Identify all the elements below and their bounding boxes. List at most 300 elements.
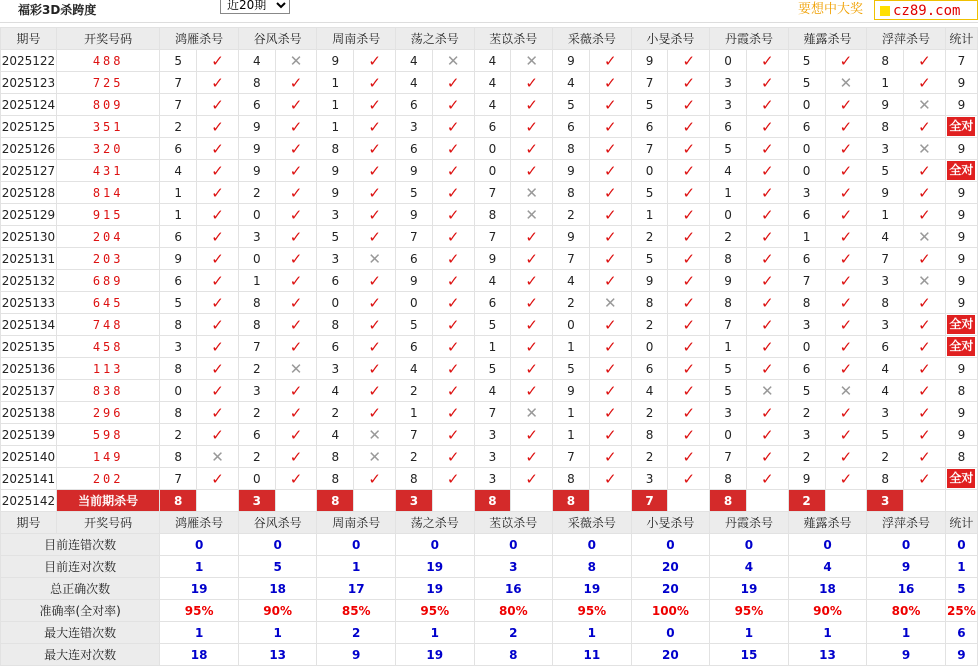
check-icon: ✓	[904, 402, 946, 424]
table-row	[1, 292, 978, 314]
check-icon: ✓	[668, 270, 710, 292]
check-icon: ✓	[904, 468, 946, 490]
kill-value-cell: 4	[474, 72, 511, 94]
current-label-cell: 当前期杀号	[56, 490, 159, 512]
issue-cell: 2025128	[1, 182, 57, 204]
stat-cell: 9	[945, 402, 977, 424]
all-correct-badge: 全对	[947, 337, 975, 356]
kill-span-table	[0, 27, 978, 666]
kill-value-cell: 7	[867, 248, 904, 270]
check-icon: ✓	[904, 314, 946, 336]
check-icon: ✓	[511, 94, 553, 116]
check-icon: ✓	[589, 182, 631, 204]
kill-value-cell: 0	[788, 138, 825, 160]
cross-icon: ✕	[904, 94, 946, 116]
kill-value-cell: 4	[474, 94, 511, 116]
kill-value-cell: 6	[788, 204, 825, 226]
cross-icon: ✕	[904, 270, 946, 292]
summary-label: 总正确次数	[1, 578, 160, 600]
table-row	[1, 226, 978, 248]
check-icon: ✓	[825, 226, 867, 248]
check-icon: ✓	[589, 204, 631, 226]
header-expert-2: 谷风杀号	[238, 512, 317, 534]
check-icon: ✓	[904, 204, 946, 226]
check-icon: ✓	[511, 424, 553, 446]
kill-value-cell: 2	[160, 424, 197, 446]
kill-value-cell: 0	[710, 50, 747, 72]
check-icon: ✓	[825, 160, 867, 182]
kill-value-cell: 1	[395, 402, 432, 424]
check-icon: ✓	[432, 446, 474, 468]
header-expert-1: 鸿雁杀号	[160, 512, 239, 534]
header-expert-10: 浮萍杀号	[867, 512, 946, 534]
summary-value: 95%	[710, 600, 789, 622]
check-icon: ✓	[511, 358, 553, 380]
check-icon: ✓	[354, 402, 396, 424]
kill-value-cell: 0	[474, 138, 511, 160]
check-icon: ✓	[589, 402, 631, 424]
check-icon: ✓	[354, 292, 396, 314]
kill-value-cell: 9	[395, 160, 432, 182]
summary-row	[1, 556, 978, 578]
kill-value-cell: 5	[867, 160, 904, 182]
kill-value-cell: 1	[317, 94, 354, 116]
kill-value-cell: 7	[553, 446, 590, 468]
table-row	[1, 358, 978, 380]
check-icon: ✓	[589, 314, 631, 336]
kill-value-cell: 4	[474, 380, 511, 402]
kill-value-cell: 5	[395, 182, 432, 204]
summary-value: 19	[395, 644, 474, 666]
summary-label: 目前连对次数	[1, 556, 160, 578]
kill-value-cell: 7	[160, 468, 197, 490]
kill-value-cell: 8	[867, 292, 904, 314]
kill-value-cell: 0	[395, 292, 432, 314]
slogan-text: 要想中大奖	[798, 2, 864, 17]
kill-value-cell: 6	[867, 336, 904, 358]
check-icon: ✓	[825, 336, 867, 358]
check-icon: ✓	[197, 358, 239, 380]
current-kill-value-cell: 8	[160, 490, 197, 512]
current-kill-value-cell: 8	[317, 490, 354, 512]
kill-value-cell: 6	[710, 116, 747, 138]
check-icon: ✓	[354, 468, 396, 490]
kill-value-cell: 8	[317, 314, 354, 336]
check-icon: ✓	[432, 160, 474, 182]
check-icon: ✓	[825, 424, 867, 446]
table-row	[1, 468, 978, 490]
summary-stat: 6	[945, 622, 977, 644]
check-icon: ✓	[511, 270, 553, 292]
kill-value-cell: 5	[788, 380, 825, 402]
kill-value-cell: 7	[395, 424, 432, 446]
kill-value-cell: 6	[788, 248, 825, 270]
header-expert-7: 小旻杀号	[631, 512, 710, 534]
check-icon: ✓	[825, 358, 867, 380]
kill-value-cell: 3	[788, 314, 825, 336]
check-icon: ✓	[589, 138, 631, 160]
cross-icon: ✕	[275, 50, 317, 72]
check-icon: ✓	[432, 468, 474, 490]
kill-value-cell: 5	[160, 50, 197, 72]
kill-value-cell: 7	[710, 314, 747, 336]
summary-value: 90%	[788, 600, 867, 622]
page-title: 福彩3D杀跨度	[18, 3, 97, 17]
summary-row	[1, 600, 978, 622]
kill-value-cell: 1	[160, 204, 197, 226]
summary-value: 5	[238, 556, 317, 578]
kill-value-cell: 9	[395, 204, 432, 226]
check-icon: ✓	[197, 160, 239, 182]
cross-icon: ✕	[511, 204, 553, 226]
check-icon: ✓	[432, 72, 474, 94]
check-icon: ✓	[275, 402, 317, 424]
kill-value-cell: 2	[553, 292, 590, 314]
check-icon: ✓	[746, 226, 788, 248]
summary-value: 1	[553, 622, 632, 644]
kill-value-cell: 1	[317, 72, 354, 94]
check-icon: ✓	[511, 116, 553, 138]
kill-value-cell: 4	[160, 160, 197, 182]
check-icon: ✓	[197, 50, 239, 72]
cross-icon: ✕	[825, 380, 867, 402]
kill-value-cell: 5	[553, 358, 590, 380]
kill-value-cell: 0	[631, 336, 668, 358]
check-icon: ✓	[825, 248, 867, 270]
kill-value-cell: 3	[317, 204, 354, 226]
kill-value-cell: 7	[238, 336, 275, 358]
kill-value-cell: 8	[317, 446, 354, 468]
kill-value-cell: 4	[553, 72, 590, 94]
header-expert-4: 荡之杀号	[395, 512, 474, 534]
check-icon: ✓	[589, 446, 631, 468]
summary-label: 最大连错次数	[1, 622, 160, 644]
cross-icon: ✕	[904, 226, 946, 248]
kill-value-cell: 8	[631, 292, 668, 314]
issue-cell: 2025129	[1, 204, 57, 226]
kill-value-cell: 2	[631, 314, 668, 336]
check-icon: ✓	[825, 50, 867, 72]
issue-cell: 2025124	[1, 94, 57, 116]
table-row	[1, 182, 978, 204]
check-icon: ✓	[589, 424, 631, 446]
kill-value-cell: 5	[160, 292, 197, 314]
check-icon: ✓	[904, 380, 946, 402]
summary-value: 9	[867, 556, 946, 578]
kill-value-cell: 6	[160, 138, 197, 160]
kill-value-cell: 5	[710, 380, 747, 402]
header-expert-9: 薤露杀号	[788, 512, 867, 534]
kill-value-cell: 5	[710, 358, 747, 380]
check-icon: ✓	[825, 292, 867, 314]
check-icon: ✓	[511, 226, 553, 248]
draw-number-cell: 689	[56, 270, 159, 292]
check-icon: ✓	[432, 116, 474, 138]
issue-cell: 2025130	[1, 226, 57, 248]
stat-cell	[945, 116, 977, 138]
kill-value-cell: 4	[867, 380, 904, 402]
kill-value-cell: 4	[474, 50, 511, 72]
check-icon: ✓	[904, 446, 946, 468]
check-icon: ✓	[746, 182, 788, 204]
kill-value-cell: 8	[317, 138, 354, 160]
header-expert-9: 薤露杀号	[788, 28, 867, 50]
current-empty-cell	[275, 490, 317, 512]
check-icon: ✓	[432, 94, 474, 116]
check-icon: ✓	[746, 138, 788, 160]
draw-number-cell: 203	[56, 248, 159, 270]
check-icon: ✓	[746, 424, 788, 446]
check-icon: ✓	[904, 424, 946, 446]
kill-value-cell: 4	[238, 50, 275, 72]
summary-value: 18	[160, 644, 239, 666]
table-row	[1, 336, 978, 358]
kill-value-cell: 8	[238, 72, 275, 94]
check-icon: ✓	[589, 336, 631, 358]
kill-value-cell: 1	[553, 336, 590, 358]
table-row	[1, 402, 978, 424]
header-number: 开奖号码	[56, 512, 159, 534]
kill-value-cell: 1	[474, 336, 511, 358]
draw-number-cell: 725	[56, 72, 159, 94]
kill-value-cell: 1	[867, 204, 904, 226]
issue-cell: 2025140	[1, 446, 57, 468]
summary-value: 1	[317, 556, 396, 578]
issue-cell: 2025136	[1, 358, 57, 380]
kill-value-cell: 4	[317, 380, 354, 402]
header-expert-8: 丹霞杀号	[710, 28, 789, 50]
check-icon: ✓	[589, 358, 631, 380]
check-icon: ✓	[668, 204, 710, 226]
check-icon: ✓	[511, 248, 553, 270]
check-icon: ✓	[275, 72, 317, 94]
check-icon: ✓	[825, 204, 867, 226]
kill-value-cell: 8	[631, 424, 668, 446]
check-icon: ✓	[904, 72, 946, 94]
check-icon: ✓	[668, 336, 710, 358]
summary-value: 13	[238, 644, 317, 666]
summary-label: 目前连错次数	[1, 534, 160, 556]
kill-value-cell: 8	[553, 182, 590, 204]
check-icon: ✓	[511, 446, 553, 468]
kill-value-cell: 4	[553, 270, 590, 292]
kill-value-cell: 1	[710, 336, 747, 358]
check-icon: ✓	[511, 468, 553, 490]
kill-value-cell: 7	[160, 94, 197, 116]
check-icon: ✓	[275, 446, 317, 468]
kill-value-cell: 1	[317, 116, 354, 138]
kill-value-cell: 4	[631, 380, 668, 402]
check-icon: ✓	[354, 72, 396, 94]
kill-value-cell: 6	[395, 94, 432, 116]
kill-value-cell: 2	[788, 446, 825, 468]
check-icon: ✓	[668, 50, 710, 72]
kill-value-cell: 6	[395, 248, 432, 270]
all-correct-badge: 全对	[947, 161, 975, 180]
current-empty-cell	[511, 490, 553, 512]
check-icon: ✓	[354, 138, 396, 160]
kill-value-cell: 1	[631, 204, 668, 226]
check-icon: ✓	[668, 226, 710, 248]
summary-value: 100%	[631, 600, 710, 622]
summary-row	[1, 534, 978, 556]
site-logo[interactable]	[874, 0, 978, 20]
kill-value-cell: 3	[867, 270, 904, 292]
table-row	[1, 446, 978, 468]
stat-cell: 9	[945, 72, 977, 94]
check-icon: ✓	[589, 94, 631, 116]
logo-text: cz89.com	[893, 3, 961, 19]
check-icon: ✓	[904, 50, 946, 72]
summary-value: 19	[395, 578, 474, 600]
summary-stat: 9	[945, 644, 977, 666]
draw-number-cell: 645	[56, 292, 159, 314]
stat-cell: 7	[945, 50, 977, 72]
kill-value-cell: 3	[867, 138, 904, 160]
kill-value-cell: 5	[631, 248, 668, 270]
check-icon: ✓	[275, 424, 317, 446]
kill-value-cell: 3	[788, 182, 825, 204]
kill-value-cell: 8	[867, 468, 904, 490]
kill-value-cell: 3	[474, 446, 511, 468]
kill-value-cell: 9	[317, 50, 354, 72]
check-icon: ✓	[197, 204, 239, 226]
check-icon: ✓	[197, 336, 239, 358]
kill-value-cell: 3	[238, 380, 275, 402]
kill-value-cell: 7	[631, 72, 668, 94]
kill-value-cell: 8	[788, 292, 825, 314]
kill-value-cell: 9	[238, 160, 275, 182]
check-icon: ✓	[511, 292, 553, 314]
kill-value-cell: 2	[395, 446, 432, 468]
kill-value-cell: 8	[710, 468, 747, 490]
header-expert-10: 浮萍杀号	[867, 28, 946, 50]
summary-value: 16	[474, 578, 553, 600]
check-icon: ✓	[432, 248, 474, 270]
kill-value-cell: 3	[788, 424, 825, 446]
table-row	[1, 50, 978, 72]
check-icon: ✓	[589, 380, 631, 402]
kill-value-cell: 1	[553, 402, 590, 424]
check-icon: ✓	[668, 358, 710, 380]
header-stat: 统计	[945, 512, 977, 534]
kill-value-cell: 9	[631, 50, 668, 72]
period-select[interactable]	[220, 0, 290, 14]
check-icon: ✓	[354, 94, 396, 116]
issue-cell: 2025133	[1, 292, 57, 314]
cross-icon: ✕	[432, 50, 474, 72]
summary-value: 1	[395, 622, 474, 644]
issue-cell: 2025135	[1, 336, 57, 358]
kill-value-cell: 4	[395, 358, 432, 380]
kill-value-cell: 1	[238, 270, 275, 292]
check-icon: ✓	[746, 468, 788, 490]
issue-cell: 2025141	[1, 468, 57, 490]
current-kill-value-cell: 3	[238, 490, 275, 512]
summary-value: 1	[160, 622, 239, 644]
header-expert-6: 采薇杀号	[553, 512, 632, 534]
kill-value-cell: 2	[553, 204, 590, 226]
kill-value-cell: 0	[788, 336, 825, 358]
kill-value-cell: 2	[160, 116, 197, 138]
cross-icon: ✕	[354, 446, 396, 468]
header-expert-3: 周南杀号	[317, 512, 396, 534]
check-icon: ✓	[197, 380, 239, 402]
summary-label: 最大连对次数	[1, 644, 160, 666]
check-icon: ✓	[354, 160, 396, 182]
check-icon: ✓	[275, 160, 317, 182]
cross-icon: ✕	[511, 402, 553, 424]
summary-value: 95%	[395, 600, 474, 622]
check-icon: ✓	[904, 248, 946, 270]
all-correct-badge: 全对	[947, 117, 975, 136]
check-icon: ✓	[275, 314, 317, 336]
check-icon: ✓	[354, 50, 396, 72]
check-icon: ✓	[354, 182, 396, 204]
issue-cell: 2025132	[1, 270, 57, 292]
summary-value: 0	[631, 622, 710, 644]
summary-value: 19	[160, 578, 239, 600]
check-icon: ✓	[904, 336, 946, 358]
check-icon: ✓	[511, 72, 553, 94]
kill-value-cell: 1	[710, 182, 747, 204]
draw-number-cell: 814	[56, 182, 159, 204]
all-correct-badge: 全对	[947, 315, 975, 334]
summary-value: 0	[317, 534, 396, 556]
check-icon: ✓	[354, 314, 396, 336]
kill-value-cell: 3	[317, 358, 354, 380]
check-icon: ✓	[904, 182, 946, 204]
issue-cell: 2025134	[1, 314, 57, 336]
kill-value-cell: 9	[631, 270, 668, 292]
kill-value-cell: 4	[867, 358, 904, 380]
kill-value-cell: 1	[553, 424, 590, 446]
header-expert-4: 荡之杀号	[395, 28, 474, 50]
kill-value-cell: 5	[553, 94, 590, 116]
summary-value: 13	[788, 644, 867, 666]
check-icon: ✓	[432, 226, 474, 248]
check-icon: ✓	[746, 336, 788, 358]
kill-value-cell: 2	[710, 226, 747, 248]
kill-value-cell: 8	[238, 314, 275, 336]
kill-value-cell: 8	[553, 138, 590, 160]
check-icon: ✓	[432, 380, 474, 402]
summary-value: 3	[474, 556, 553, 578]
check-icon: ✓	[275, 204, 317, 226]
summary-value: 20	[631, 644, 710, 666]
header-expert-7: 小旻杀号	[631, 28, 710, 50]
kill-value-cell: 2	[238, 402, 275, 424]
summary-value: 11	[553, 644, 632, 666]
check-icon: ✓	[746, 270, 788, 292]
stat-cell: 9	[945, 94, 977, 116]
cross-icon: ✕	[354, 248, 396, 270]
draw-number-cell: 202	[56, 468, 159, 490]
check-icon: ✓	[589, 468, 631, 490]
header-expert-1: 鸿雁杀号	[160, 28, 239, 50]
cross-icon: ✕	[511, 182, 553, 204]
kill-value-cell: 7	[553, 248, 590, 270]
summary-value: 1	[160, 556, 239, 578]
check-icon: ✓	[432, 358, 474, 380]
kill-value-cell: 8	[160, 314, 197, 336]
kill-value-cell: 7	[160, 72, 197, 94]
check-icon: ✓	[275, 94, 317, 116]
kill-value-cell: 5	[631, 182, 668, 204]
kill-value-cell: 8	[710, 292, 747, 314]
check-icon: ✓	[668, 182, 710, 204]
header-number: 开奖号码	[56, 28, 159, 50]
